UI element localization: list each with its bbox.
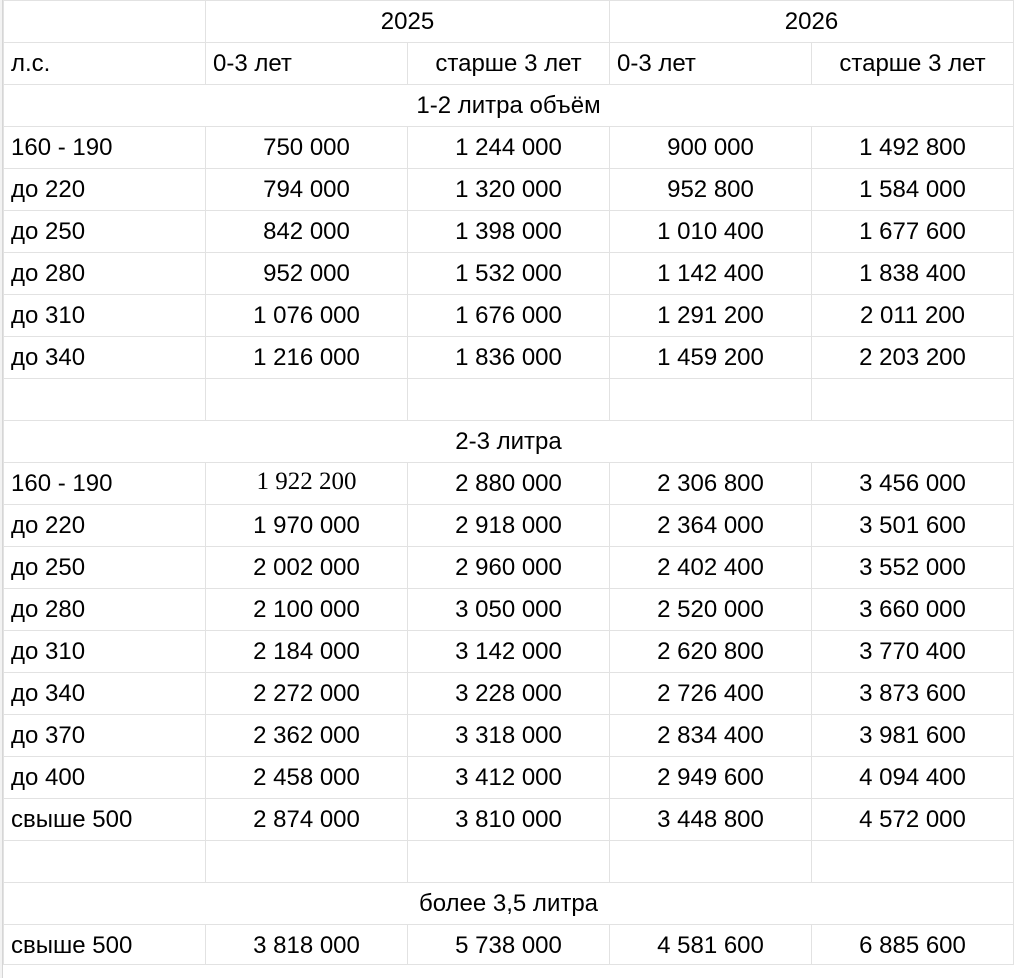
price-cell[interactable]: 794 000: [205, 169, 407, 210]
table-row: [3, 127, 1014, 169]
table-row: [3, 169, 1014, 211]
hp-cell[interactable]: до 250: [3, 547, 205, 588]
empty-cell[interactable]: [3, 379, 205, 420]
empty-row: [3, 841, 1014, 883]
price-cell[interactable]: 3 318 000: [407, 715, 609, 756]
price-cell[interactable]: 1 398 000: [407, 211, 609, 252]
year-2025-header[interactable]: 2025: [205, 1, 609, 42]
hp-cell[interactable]: до 310: [3, 295, 205, 336]
price-cell[interactable]: 3 770 400: [811, 631, 1014, 672]
price-cell[interactable]: 2 834 400: [609, 715, 811, 756]
price-cell[interactable]: 3 818 000: [205, 925, 407, 964]
price-cell[interactable]: 1 010 400: [609, 211, 811, 252]
section-header-row: [3, 85, 1014, 127]
price-cell[interactable]: 1 677 600: [811, 211, 1014, 252]
price-cell[interactable]: 1 244 000: [407, 127, 609, 168]
table-row: [3, 925, 1014, 965]
price-cell[interactable]: 6 885 600: [811, 925, 1014, 964]
price-cell[interactable]: 1 320 000: [407, 169, 609, 210]
price-cell[interactable]: 1 676 000: [407, 295, 609, 336]
table-row: [3, 715, 1014, 757]
spreadsheet-grid: [3, 0, 1014, 978]
price-cell[interactable]: 1 291 200: [609, 295, 811, 336]
hp-cell[interactable]: 160 - 190: [3, 463, 205, 504]
empty-cell[interactable]: [609, 379, 811, 420]
price-cell[interactable]: 1 532 000: [407, 253, 609, 294]
hp-cell[interactable]: свыше 500: [3, 799, 205, 840]
column-header-2025-old[interactable]: старше 3 лет: [407, 43, 609, 84]
price-cell[interactable]: 2 362 000: [205, 715, 407, 756]
price-cell[interactable]: 3 873 600: [811, 673, 1014, 714]
table-row: [3, 673, 1014, 715]
price-cell[interactable]: 1 836 000: [407, 337, 609, 378]
hp-cell[interactable]: 160 - 190: [3, 127, 205, 168]
column-header-hp[interactable]: л.с.: [3, 43, 205, 84]
price-cell[interactable]: 3 456 000: [811, 463, 1014, 504]
price-cell[interactable]: 900 000: [609, 127, 811, 168]
price-cell[interactable]: 3 142 000: [407, 631, 609, 672]
price-cell[interactable]: 2 874 000: [205, 799, 407, 840]
price-cell[interactable]: 3 228 000: [407, 673, 609, 714]
empty-cell[interactable]: [407, 379, 609, 420]
price-cell[interactable]: 5 738 000: [407, 925, 609, 964]
price-cell[interactable]: 1 459 200: [609, 337, 811, 378]
table-row: [3, 295, 1014, 337]
price-cell[interactable]: 842 000: [205, 211, 407, 252]
hp-cell[interactable]: до 220: [3, 505, 205, 546]
price-cell[interactable]: 2 100 000: [205, 589, 407, 630]
price-cell[interactable]: 3 448 800: [609, 799, 811, 840]
year-2026-header[interactable]: 2026: [609, 1, 1014, 42]
price-cell[interactable]: 2 880 000: [407, 463, 609, 504]
price-cell[interactable]: 3 050 000: [407, 589, 609, 630]
empty-cell[interactable]: [811, 841, 1014, 882]
price-cell[interactable]: 3 552 000: [811, 547, 1014, 588]
price-cell[interactable]: 2 918 000: [407, 505, 609, 546]
price-cell[interactable]: 2 364 000: [609, 505, 811, 546]
table-row: [3, 631, 1014, 673]
price-cell[interactable]: 2 002 000: [205, 547, 407, 588]
price-cell[interactable]: 2 402 400: [609, 547, 811, 588]
price-cell[interactable]: 1 922 200: [205, 463, 407, 504]
price-cell[interactable]: 1 216 000: [205, 337, 407, 378]
price-cell[interactable]: 2 272 000: [205, 673, 407, 714]
empty-cell[interactable]: [609, 841, 811, 882]
price-cell[interactable]: 1 076 000: [205, 295, 407, 336]
price-cell[interactable]: 3 810 000: [407, 799, 609, 840]
price-cell[interactable]: 952 000: [205, 253, 407, 294]
hp-cell[interactable]: свыше 500: [3, 925, 205, 964]
price-cell[interactable]: 1 970 000: [205, 505, 407, 546]
price-cell[interactable]: 1 492 800: [811, 127, 1014, 168]
empty-cell[interactable]: [3, 841, 205, 882]
table-row: [3, 589, 1014, 631]
table-row: [3, 799, 1014, 841]
column-header-row: [3, 43, 1014, 85]
table-row: [3, 463, 1014, 505]
table-row: [3, 547, 1014, 589]
price-cell[interactable]: 2 306 800: [609, 463, 811, 504]
hp-cell[interactable]: до 340: [3, 673, 205, 714]
section-header-row: [3, 883, 1014, 925]
price-cell[interactable]: 4 572 000: [811, 799, 1014, 840]
table-row: [3, 211, 1014, 253]
column-header-2026-new[interactable]: 0-3 лет: [609, 43, 811, 84]
price-cell[interactable]: 2 949 600: [609, 757, 811, 798]
table-row: [3, 253, 1014, 295]
empty-row: [3, 379, 1014, 421]
price-cell[interactable]: 2 520 000: [609, 589, 811, 630]
price-cell[interactable]: 1 838 400: [811, 253, 1014, 294]
hp-cell[interactable]: до 370: [3, 715, 205, 756]
price-cell[interactable]: 3 660 000: [811, 589, 1014, 630]
price-cell[interactable]: 4 581 600: [609, 925, 811, 964]
price-cell[interactable]: 2 011 200: [811, 295, 1014, 336]
empty-cell[interactable]: [3, 1, 205, 42]
column-header-2026-old[interactable]: старше 3 лет: [811, 43, 1014, 84]
price-cell[interactable]: 4 094 400: [811, 757, 1014, 798]
section-title[interactable]: более 3,5 литра: [3, 883, 1014, 924]
empty-cell[interactable]: [205, 841, 407, 882]
price-cell[interactable]: 2 203 200: [811, 337, 1014, 378]
price-cell[interactable]: 3 981 600: [811, 715, 1014, 756]
year-header-row: [3, 0, 1014, 43]
hp-cell[interactable]: до 310: [3, 631, 205, 672]
price-cell[interactable]: 2 184 000: [205, 631, 407, 672]
hp-cell[interactable]: до 280: [3, 253, 205, 294]
empty-cell[interactable]: [407, 841, 609, 882]
section-title[interactable]: 2-3 литра: [3, 421, 1014, 462]
table-row: [3, 757, 1014, 799]
hp-cell[interactable]: до 220: [3, 169, 205, 210]
section-title[interactable]: 1-2 литра объём: [3, 85, 1014, 126]
section-header-row: [3, 421, 1014, 463]
price-cell[interactable]: 952 800: [609, 169, 811, 210]
hp-cell[interactable]: до 250: [3, 211, 205, 252]
empty-cell[interactable]: [205, 379, 407, 420]
price-cell[interactable]: 750 000: [205, 127, 407, 168]
hp-cell[interactable]: до 280: [3, 589, 205, 630]
price-cell[interactable]: 1 584 000: [811, 169, 1014, 210]
empty-cell[interactable]: [811, 379, 1014, 420]
price-cell[interactable]: 2 458 000: [205, 757, 407, 798]
price-cell[interactable]: 2 960 000: [407, 547, 609, 588]
table-row: [3, 337, 1014, 379]
column-header-2025-new[interactable]: 0-3 лет: [205, 43, 407, 84]
table-row: [3, 505, 1014, 547]
price-cell[interactable]: 1 142 400: [609, 253, 811, 294]
hp-cell[interactable]: до 400: [3, 757, 205, 798]
price-cell[interactable]: 2 726 400: [609, 673, 811, 714]
hp-cell[interactable]: до 340: [3, 337, 205, 378]
price-cell[interactable]: 2 620 800: [609, 631, 811, 672]
price-cell[interactable]: 3 412 000: [407, 757, 609, 798]
price-cell[interactable]: 3 501 600: [811, 505, 1014, 546]
